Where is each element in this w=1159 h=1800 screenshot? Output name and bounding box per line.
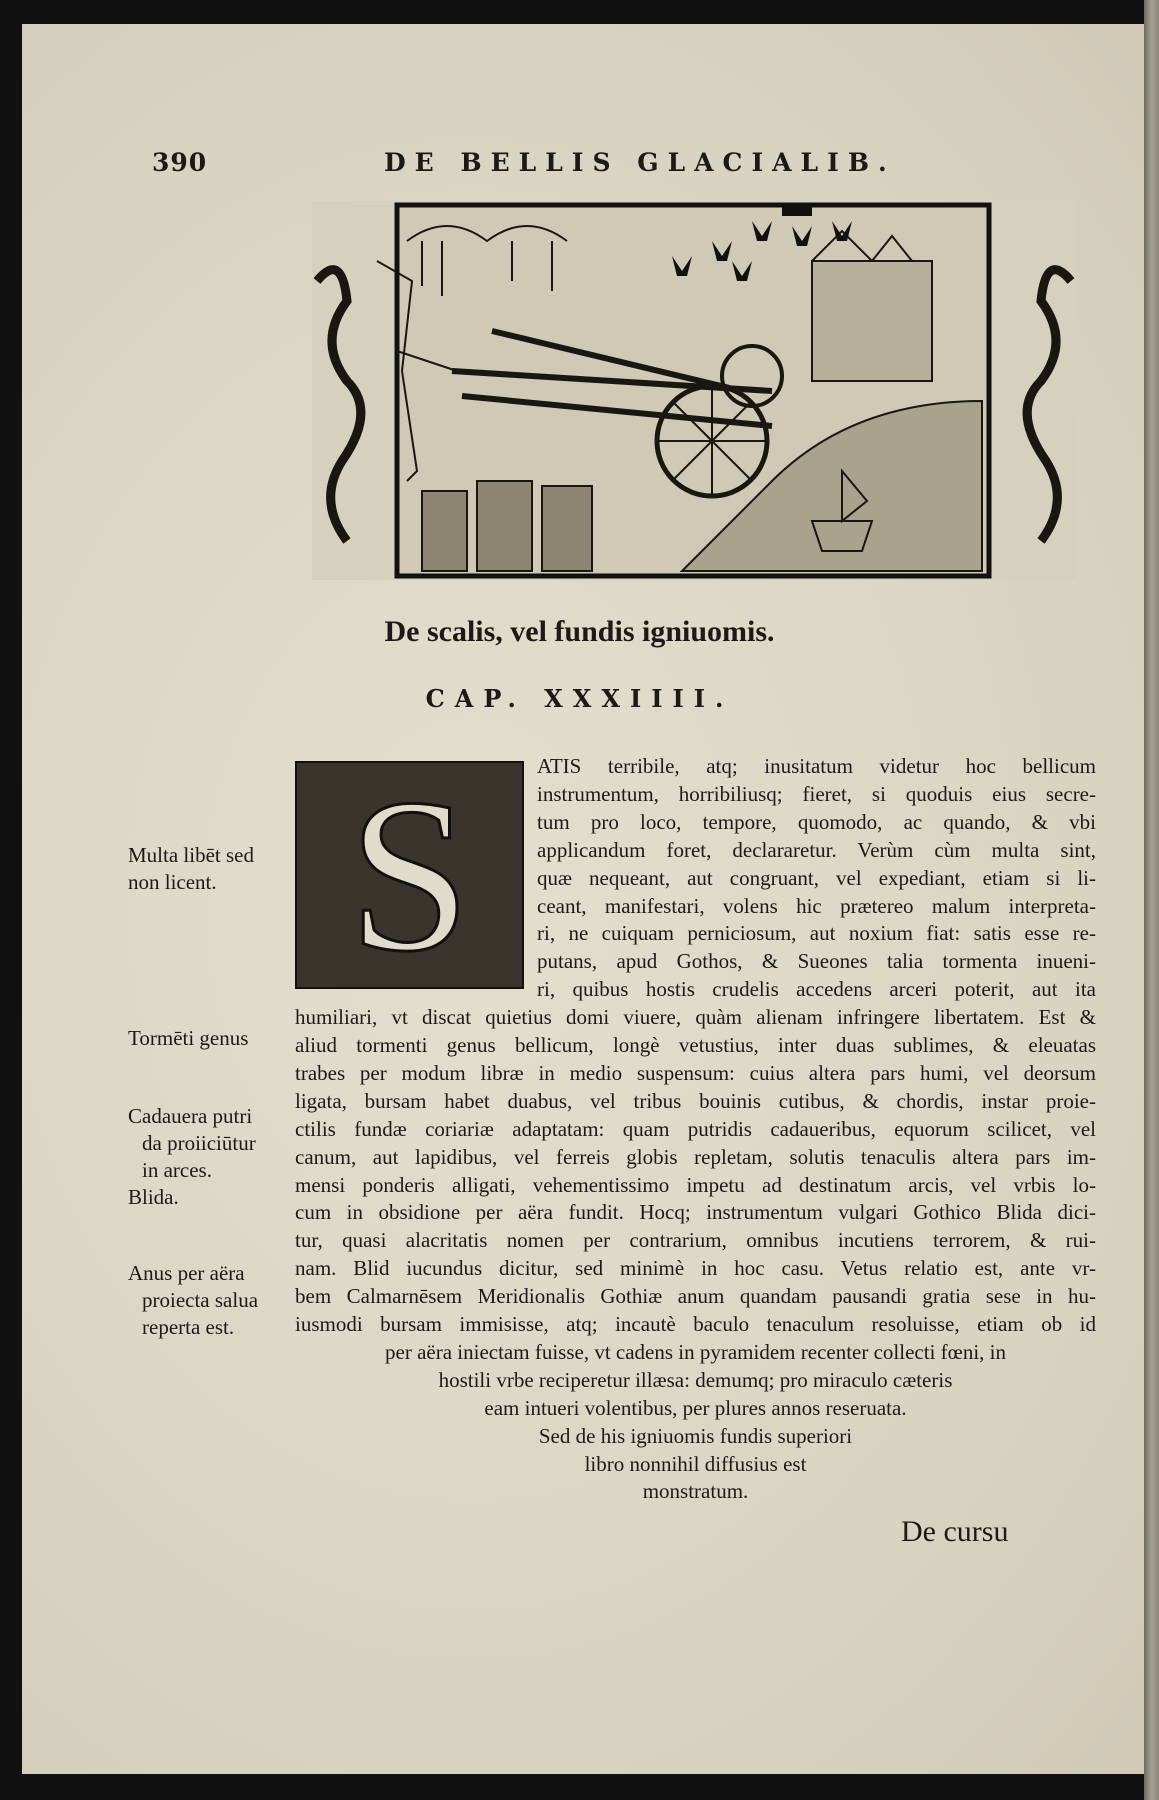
body-line: mensi ponderis alligati, vehementissimo impetu ad destinatum arcis, vel vrbis lo- [295,1172,1096,1197]
margin-note-line: in arces. [142,1158,212,1182]
margin-note-line: proiecta salua [142,1288,259,1312]
body-line: humiliari, vt discat quietius domi viuere, quàm alienam infringere libertatem. Est & [295,1005,1096,1030]
margin-note-line: Tormēti genus [128,1026,249,1050]
body-line: ATIS terribile, atq; inusitatum videtur hoc bellicum [537,754,1096,778]
body-line: bem Calmarnēsem Meridionalis Gothiæ anum quandam pausandi gratia sese in hu- [295,1284,1096,1309]
chapter-number: CAP. XXXIIII. [425,684,734,713]
catchword: De cursu [901,1515,1009,1548]
body-line: trabes per modum libræ in medio suspensum: cuius altera pars humi, vel deorsum [295,1060,1096,1085]
running-title: DE BELLIS GLACIALIB. [384,148,896,177]
margin-note-line: non licent. [128,870,217,894]
margin-note-line: reperta est. [142,1315,235,1339]
margin-note [128,1103,256,1184]
margin-note-line: Cadauera putri [128,1104,253,1128]
body-line: ctilis fundæ coriariæ adaptatam: quam putridis cadaueribus, equorum scilicet, vel [295,1116,1096,1141]
body-line: ri, quibus hostis crudelis accedens arceri poterit, aut ita [537,977,1096,1002]
margin-note-line: Multa libēt sed [128,843,254,867]
body-line: hostili vrbe reciperetur illæsa: demumq; pro miraculo cæteris [438,1367,953,1392]
body-line: putans, apud Gothos, & Sueones talia tormenta inueni- [537,949,1096,974]
body-line: canum, aut lapidibus, vel ferreis globis repletam, solutis tenaculis altera pars im- [295,1144,1096,1169]
body-line: tur, quasi alacritatis nomen per contrarium, omnibus incutiens terrorem, & rui- [295,1228,1096,1253]
body-line: Sed de his igniuomis fundis superiori [538,1423,853,1448]
body-line: nam. Blid iucundus dicitur, sed minimè in hoc casu. Vetus relatio est, ante vr- [295,1256,1096,1281]
body-line: instrumentum, horribiliusq; fieret, si quoduis eius secre- [537,781,1096,806]
body-line: ceant, manifestari, volens hic prætereo malum interpreta- [537,893,1096,918]
woodcut-illustration [312,201,1076,580]
body-line: applicandum foret, declararetur. Verùm cùm multa sint, [537,837,1096,862]
body-line: monstratum. [642,1479,749,1504]
margin-note-line: da proiiciūtur [142,1131,256,1155]
body-line: libro nonnihil diffusius est [584,1451,807,1476]
margin-note [128,842,254,896]
body-line: per aëra iniectam fuisse, vt cadens in pyramidem recenter collecti fœni, in [385,1339,1006,1364]
margin-note [128,1025,248,1052]
body-line: cum in obsidione per aëra fundit. Hocq; instrumentum vulgari Gothico Blida dici- [295,1200,1096,1225]
body-line: quæ nequeant, aut congruant, vel expediant, etiam si li- [537,865,1096,890]
chapter-title: De scalis, vel fundis igniuomis. [384,615,775,648]
body-line: iusmodi bursam immisisse, atq; incautè baculo tenaculum resoluisse, etiam ob id [295,1312,1096,1336]
body-line: eam intueri volentibus, per plures annos reseruata. [484,1395,907,1420]
margin-note-line: Blida. [128,1185,179,1209]
body-line: aliud tormenti genus bellicum, longè vetustius, inter duas sublimes, & eleuatas [295,1033,1096,1057]
decorated-initial: S [295,761,524,989]
page-number: 390 [152,148,208,177]
margin-note-line: Anus per aëra [128,1261,245,1285]
margin-note [128,1260,258,1341]
body-line: ligata, bursam habet duabus, vel tribus bouinis cutibus, & chordis, instar proie- [295,1088,1096,1113]
body-line: ri, ne cuiquam perniciosum, aut noxium fiat: satis esse re- [537,921,1096,946]
body-line: tum pro loco, tempore, quomodo, ac quando, & vbi [537,809,1096,834]
next-page-edge [1144,0,1159,1800]
margin-note [128,1184,179,1211]
